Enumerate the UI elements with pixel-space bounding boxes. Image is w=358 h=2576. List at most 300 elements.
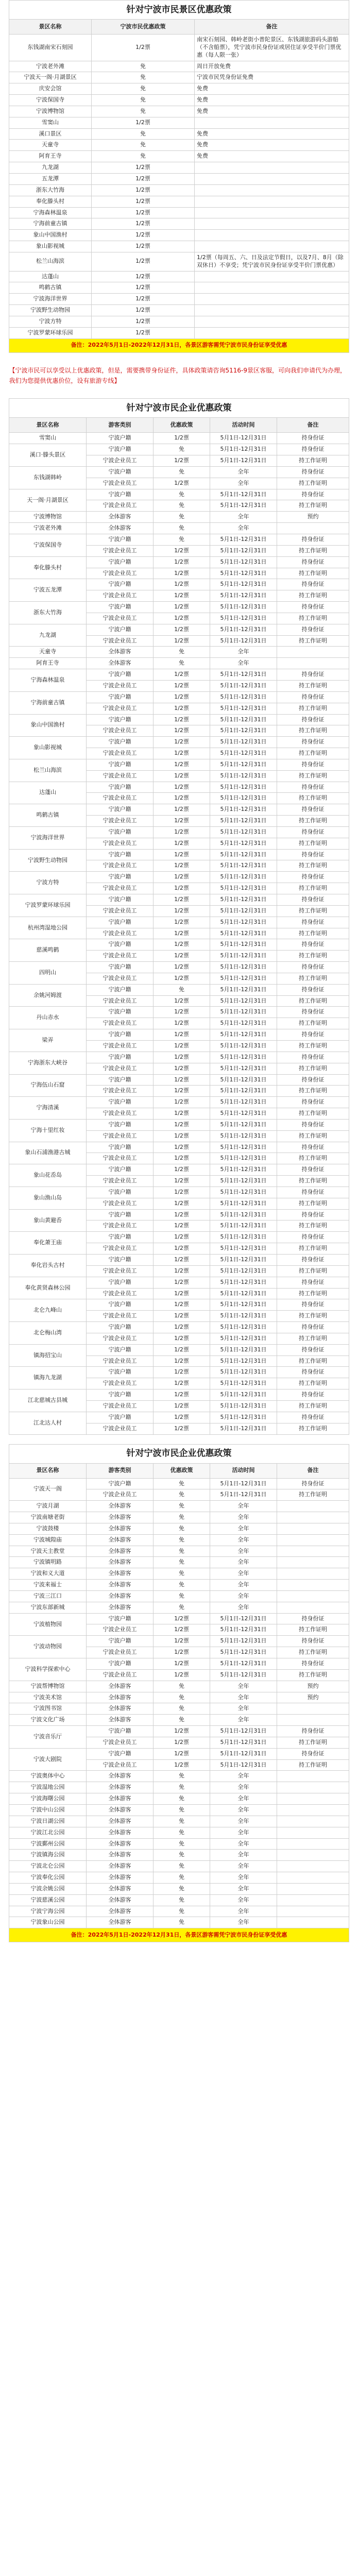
table-row	[9, 140, 349, 151]
cell-name: 宁波城隍庙	[9, 1534, 86, 1546]
cell-visitor: 宁波企业员工	[86, 1198, 153, 1209]
table-row	[9, 1827, 349, 1838]
cell-note: 持身份证	[277, 1209, 349, 1221]
cell-policy: 1/2票	[153, 613, 210, 624]
cell-policy: 1/2票	[153, 951, 210, 962]
cell-policy: 免	[153, 1692, 210, 1703]
cell-policy: 免	[153, 1771, 210, 1782]
table-row	[9, 1523, 349, 1534]
cell-policy: 1/2票	[153, 669, 210, 681]
table-row	[9, 1636, 349, 1647]
table-row	[9, 1142, 349, 1153]
cell-time: 全年	[210, 1590, 277, 1602]
cell-name: 鸣鹤古镇	[9, 804, 86, 827]
table3-header-time: 活动时间	[210, 1463, 277, 1478]
cell-name: 宁海森林温泉	[9, 207, 92, 218]
cell-policy: 1/2票	[153, 973, 210, 984]
cell-time: 全年	[210, 1557, 277, 1568]
cell-time: 5月1日-12月31日	[210, 1412, 277, 1423]
cell-note: 持工作证明	[277, 1737, 349, 1748]
cell-visitor: 宁波户籍	[86, 669, 153, 681]
cell-note	[277, 1557, 349, 1568]
cell-policy: 1/2票	[153, 1277, 210, 1288]
cell-note: 持身份证	[277, 894, 349, 906]
cell-visitor: 全体游客	[86, 1715, 153, 1726]
cell-name: 象山中国渔村	[9, 230, 92, 241]
cell-visitor: 宁波户籍	[86, 444, 153, 455]
cell-policy: 免	[153, 1917, 210, 1928]
cell-note: 持工作证明	[277, 1108, 349, 1120]
cell-policy: 免	[153, 1557, 210, 1568]
cell-note: 持工作证明	[277, 1333, 349, 1344]
cell-name: 宁波和义大道	[9, 1568, 86, 1580]
cell-visitor: 宁波户籍	[86, 1726, 153, 1737]
cell-policy: 1/2票	[153, 1367, 210, 1378]
cell-policy: 免	[92, 106, 195, 117]
cell-note: 南宋石刻园、韩岭老街小普陀景区、东钱湖旅游码头游船（不含船票），凭宁波市民身份证或居住证享受半价门票优惠（每人限一张）	[195, 35, 349, 61]
cell-visitor: 宁波户籍	[86, 1164, 153, 1176]
cell-policy: 免	[153, 1489, 210, 1501]
cell-note	[277, 1715, 349, 1726]
cell-time: 5月1日-12月31日	[210, 545, 277, 556]
cell-name: 宁波老外滩	[9, 61, 92, 72]
cell-time: 5月1日-12月31日	[210, 973, 277, 984]
cell-note	[277, 1782, 349, 1793]
cell-time: 5月1日-12月31日	[210, 433, 277, 444]
cell-name: 象山花岙岛	[9, 1164, 86, 1187]
cell-visitor: 宁波户籍	[86, 1613, 153, 1624]
cell-policy: 免	[153, 1838, 210, 1850]
cell-policy: 1/2票	[153, 1355, 210, 1367]
cell-visitor: 宁波企业员工	[86, 680, 153, 691]
cell-visitor: 宁波企业员工	[86, 703, 153, 714]
cell-time: 5月1日-12月31日	[210, 951, 277, 962]
cell-policy: 免	[92, 128, 195, 140]
cell-time: 5月1日-12月31日	[210, 928, 277, 939]
cell-visitor: 宁波户籍	[86, 1187, 153, 1198]
cell-time: 5月1日-12月31日	[210, 556, 277, 568]
cell-time: 5月1日-12月31日	[210, 1209, 277, 1221]
cell-visitor: 宁波企业员工	[86, 883, 153, 894]
cell-policy: 1/2票	[153, 1063, 210, 1074]
cell-policy: 1/2票	[153, 1737, 210, 1748]
cell-time: 5月1日-12月31日	[210, 714, 277, 725]
cell-visitor: 宁波企业员工	[86, 1647, 153, 1658]
table-row	[9, 962, 349, 973]
cell-note: 持工作证明	[277, 1669, 349, 1681]
table-enterprise-policy-2	[9, 1444, 349, 1943]
table-row	[9, 737, 349, 748]
cell-visitor: 宁波户籍	[86, 1478, 153, 1489]
cell-policy: 1/2票	[153, 872, 210, 883]
cell-time: 5月1日-12月31日	[210, 1400, 277, 1412]
table3-header-visitor: 游客类别	[86, 1463, 153, 1478]
cell-policy: 1/2票	[92, 162, 195, 174]
table3-header-name: 景区名称	[9, 1463, 86, 1478]
cell-policy: 1/2票	[153, 838, 210, 849]
cell-name: 北仑梅山湾	[9, 1322, 86, 1345]
table-row	[9, 804, 349, 816]
cell-name: 宁波保国寺	[9, 95, 92, 106]
table-row	[9, 1793, 349, 1805]
cell-note: 持身份证	[277, 669, 349, 681]
cell-time: 5月1日-12月31日	[210, 489, 277, 500]
cell-time: 5月1日-12月31日	[210, 1636, 277, 1647]
cell-time: 5月1日-12月31日	[210, 905, 277, 917]
cell-policy: 1/2票	[92, 184, 195, 196]
table2-header-note: 备注	[277, 418, 349, 433]
cell-visitor: 宁波户籍	[86, 759, 153, 770]
cell-note	[277, 1501, 349, 1512]
cell-policy: 1/2票	[153, 1311, 210, 1322]
cell-visitor: 宁波企业员工	[86, 1737, 153, 1748]
table-row	[9, 939, 349, 951]
cell-time: 5月1日-12月31日	[210, 1007, 277, 1018]
cell-name: 达蓬山	[9, 271, 92, 282]
cell-time: 5月1日-12月31日	[210, 1255, 277, 1266]
cell-time: 5月1日-12月31日	[210, 1759, 277, 1771]
cell-time: 5月1日-12月31日	[210, 590, 277, 602]
cell-policy: 免	[153, 489, 210, 500]
cell-name: 阿育王寺	[9, 658, 86, 669]
cell-visitor: 宁波户籍	[86, 804, 153, 816]
cell-visitor: 全体游客	[86, 658, 153, 669]
cell-time: 全年	[210, 1850, 277, 1861]
cell-visitor: 宁波户籍	[86, 1232, 153, 1243]
cell-time: 5月1日-12月31日	[210, 579, 277, 590]
table-row	[9, 282, 349, 294]
cell-note: 持工作证明	[277, 995, 349, 1007]
cell-time: 5月1日-12月31日	[210, 1378, 277, 1389]
cell-note: 宁波市民凭身份证免费	[195, 72, 349, 83]
cell-time: 全年	[210, 1816, 277, 1827]
cell-policy: 1/2票	[153, 714, 210, 725]
cell-visitor: 宁波企业员工	[86, 1423, 153, 1434]
cell-visitor: 宁波企业员工	[86, 1333, 153, 1344]
cell-time: 5月1日-12月31日	[210, 1018, 277, 1029]
cell-visitor: 宁波户籍	[86, 1074, 153, 1086]
table-row	[9, 512, 349, 523]
cell-time: 5月1日-12月31日	[210, 995, 277, 1007]
cell-time: 5月1日-12月31日	[210, 1142, 277, 1153]
cell-policy: 1/2票	[153, 1333, 210, 1344]
cell-time: 5月1日-12月31日	[210, 984, 277, 995]
cell-note: 持身份证	[277, 1412, 349, 1423]
cell-visitor: 宁波企业员工	[86, 1355, 153, 1367]
cell-policy: 1/2票	[153, 1389, 210, 1401]
cell-name: 镇海招宝山	[9, 1344, 86, 1367]
cell-name: 江北达人村	[9, 1412, 86, 1434]
cell-note: 持身份证	[277, 1613, 349, 1624]
cell-policy: 1/2票	[153, 1130, 210, 1142]
cell-time: 5月1日-12月31日	[210, 748, 277, 759]
table-row	[9, 894, 349, 906]
table-row	[9, 523, 349, 534]
cell-note: 持工作证明	[277, 680, 349, 691]
cell-note: 持工作证明	[277, 725, 349, 737]
cell-policy: 免	[153, 1850, 210, 1861]
cell-policy: 1/2票	[153, 1255, 210, 1266]
cell-time: 5月1日-12月31日	[210, 613, 277, 624]
cell-visitor: 宁波企业员工	[86, 1378, 153, 1389]
cell-name: 浙东大竹海	[9, 602, 86, 624]
table-row	[9, 1715, 349, 1726]
cell-note: 持工作证明	[277, 1063, 349, 1074]
cell-policy: 1/2票	[92, 35, 195, 61]
cell-visitor: 宁波户籍	[86, 1367, 153, 1378]
cell-name: 五龙潭	[9, 173, 92, 184]
cell-note: 免费	[195, 151, 349, 162]
cell-note	[277, 1771, 349, 1782]
cell-time: 5月1日-12月31日	[210, 1288, 277, 1299]
cell-note: 持工作证明	[277, 1153, 349, 1164]
cell-note: 持身份证	[277, 1322, 349, 1333]
cell-name: 松兰山海滨	[9, 759, 86, 782]
cell-policy: 免	[153, 1883, 210, 1894]
cell-note: 持身份证	[277, 1277, 349, 1288]
cell-time: 全年	[210, 1827, 277, 1838]
cell-note: 持工作证明	[277, 1355, 349, 1367]
cell-note: 持身份证	[277, 1074, 349, 1086]
cell-visitor: 宁波企业员工	[86, 590, 153, 602]
cell-note: 持身份证	[277, 737, 349, 748]
cell-time: 5月1日-12月31日	[210, 1344, 277, 1355]
table-row	[9, 1613, 349, 1624]
cell-visitor: 全体游客	[86, 1804, 153, 1816]
table-row	[9, 196, 349, 207]
cell-policy: 1/2票	[153, 1164, 210, 1176]
cell-time: 5月1日-12月31日	[210, 1063, 277, 1074]
cell-time: 5月1日-12月31日	[210, 1478, 277, 1489]
cell-time: 全年	[210, 523, 277, 534]
cell-policy: 免	[153, 1804, 210, 1816]
cell-policy: 1/2票	[153, 1265, 210, 1277]
cell-visitor: 宁波户籍	[86, 489, 153, 500]
cell-visitor: 宁波户籍	[86, 1658, 153, 1670]
table-row	[9, 1883, 349, 1894]
table-row	[9, 602, 349, 613]
cell-policy: 免	[153, 658, 210, 669]
cell-policy: 1/2票	[153, 804, 210, 816]
cell-visitor: 全体游客	[86, 1816, 153, 1827]
cell-policy: 免	[153, 466, 210, 478]
cell-time: 5月1日-12月31日	[210, 1489, 277, 1501]
cell-time: 5月1日-12月31日	[210, 1624, 277, 1636]
cell-visitor: 宁波企业员工	[86, 748, 153, 759]
cell-note: 持身份证	[277, 1187, 349, 1198]
cell-note: 预约	[277, 512, 349, 523]
cell-time: 5月1日-12月31日	[210, 770, 277, 782]
cell-visitor: 宁波企业员工	[86, 1759, 153, 1771]
table-row	[9, 316, 349, 327]
cell-visitor: 宁波企业员工	[86, 973, 153, 984]
cell-visitor: 全体游客	[86, 1771, 153, 1782]
cell-policy: 免	[153, 984, 210, 995]
cell-name: 宁波音乐厅	[9, 1726, 86, 1749]
cell-name: 象山影视城	[9, 241, 92, 252]
cell-name: 宁波野生动物园	[9, 305, 92, 316]
cell-note	[277, 658, 349, 669]
table-row	[9, 207, 349, 218]
cell-policy: 1/2票	[153, 770, 210, 782]
cell-note	[195, 282, 349, 294]
cell-name: 宁波海曙公园	[9, 1793, 86, 1805]
table-row	[9, 162, 349, 174]
cell-policy: 免	[153, 1782, 210, 1793]
table-row	[9, 433, 349, 444]
cell-policy: 1/2票	[153, 1187, 210, 1198]
cell-visitor: 宁波企业员工	[86, 838, 153, 849]
cell-name: 象山中国渔村	[9, 714, 86, 737]
cell-name: 宁波余姚公园	[9, 1883, 86, 1894]
table-row	[9, 1052, 349, 1063]
cell-time: 5月1日-12月31日	[210, 1355, 277, 1367]
table-row	[9, 327, 349, 338]
cell-time: 全年	[210, 1602, 277, 1613]
cell-policy: 1/2票	[153, 1759, 210, 1771]
cell-policy: 免	[153, 1827, 210, 1838]
table-row	[9, 1906, 349, 1917]
cell-visitor: 全体游客	[86, 1850, 153, 1861]
table2-header-visitor: 游客类别	[86, 418, 153, 433]
cell-name: 宁海浙东大峡谷	[9, 1052, 86, 1074]
cell-policy: 1/2票	[153, 579, 210, 590]
cell-name: 东钱湖韩岭	[9, 466, 86, 489]
cell-note: 持身份证	[277, 1007, 349, 1018]
table-row	[9, 872, 349, 883]
cell-time: 全年	[210, 658, 277, 669]
cell-time: 5月1日-12月31日	[210, 1277, 277, 1288]
table-row	[9, 1344, 349, 1355]
cell-policy: 免	[153, 1602, 210, 1613]
cell-note: 持工作证明	[277, 1243, 349, 1255]
cell-note: 持身份证	[277, 1255, 349, 1266]
cell-note: 持工作证明	[277, 838, 349, 849]
cell-policy: 1/2票	[92, 196, 195, 207]
cell-time: 5月1日-12月31日	[210, 917, 277, 928]
cell-note	[195, 218, 349, 230]
cell-note	[277, 1894, 349, 1906]
cell-time: 5月1日-12月31日	[210, 680, 277, 691]
cell-name: 镇海九龙湖	[9, 1367, 86, 1389]
cell-time: 5月1日-12月31日	[210, 635, 277, 647]
cell-note	[277, 1906, 349, 1917]
cell-visitor: 全体游客	[86, 1590, 153, 1602]
cell-policy: 1/2票	[153, 545, 210, 556]
cell-policy: 1/2票	[153, 433, 210, 444]
cell-policy: 1/2票	[92, 305, 195, 316]
table-row	[9, 1658, 349, 1670]
cell-policy: 免	[153, 1894, 210, 1906]
cell-policy: 1/2票	[153, 849, 210, 860]
cell-time: 5月1日-12月31日	[210, 1333, 277, 1344]
cell-visitor: 宁波企业员工	[86, 1221, 153, 1232]
cell-visitor: 全体游客	[86, 1782, 153, 1793]
cell-note	[277, 1590, 349, 1602]
table-row	[9, 1074, 349, 1086]
cell-policy: 1/2票	[153, 1322, 210, 1333]
table-row	[9, 1097, 349, 1108]
cell-note: 持身份证	[277, 1299, 349, 1311]
cell-note	[277, 523, 349, 534]
cell-note: 持工作证明	[277, 1086, 349, 1097]
cell-visitor: 全体游客	[86, 1703, 153, 1715]
cell-note: 持身份证	[277, 1119, 349, 1130]
cell-time: 全年	[210, 1838, 277, 1850]
cell-time: 全年	[210, 1546, 277, 1557]
cell-note: 持身份证	[277, 1052, 349, 1063]
cell-policy: 1/2票	[153, 793, 210, 804]
cell-policy: 1/2票	[153, 1624, 210, 1636]
cell-name: 象山黄避岙	[9, 1209, 86, 1232]
cell-time: 5月1日-12月31日	[210, 872, 277, 883]
table-row	[9, 1816, 349, 1827]
cell-name: 梁弄	[9, 1029, 86, 1052]
cell-policy: 1/2票	[153, 1209, 210, 1221]
cell-note	[195, 173, 349, 184]
table-row	[9, 759, 349, 770]
cell-time: 全年	[210, 512, 277, 523]
cell-visitor: 宁波户籍	[86, 579, 153, 590]
cell-visitor: 宁波企业员工	[86, 816, 153, 827]
cell-visitor: 宁波企业员工	[86, 928, 153, 939]
cell-note: 持身份证	[277, 826, 349, 838]
cell-time: 5月1日-12月31日	[210, 1647, 277, 1658]
cell-time: 5月1日-12月31日	[210, 759, 277, 770]
cell-name: 宁波镇明路	[9, 1557, 86, 1568]
cell-note: 持工作证明	[277, 1311, 349, 1322]
cell-policy: 1/2票	[153, 1052, 210, 1063]
table-row	[9, 1412, 349, 1423]
cell-policy: 1/2票	[153, 556, 210, 568]
cell-visitor: 宁波户籍	[86, 1322, 153, 1333]
cell-name: 天童寺	[9, 140, 92, 151]
cell-visitor: 全体游客	[86, 1501, 153, 1512]
table-row	[9, 95, 349, 106]
cell-time: 5月1日-12月31日	[210, 691, 277, 703]
cell-name: 宁波海洋世界	[9, 826, 86, 849]
cell-note: 免费	[195, 95, 349, 106]
cell-visitor: 宁波企业员工	[86, 1624, 153, 1636]
cell-note	[277, 647, 349, 658]
cell-visitor: 全体游客	[86, 1692, 153, 1703]
cell-time: 5月1日-12月31日	[210, 849, 277, 860]
cell-note: 免费	[195, 140, 349, 151]
table1-header-note: 备注	[195, 20, 349, 35]
table3-header-policy: 优惠政策	[153, 1463, 210, 1478]
cell-policy: 免	[153, 512, 210, 523]
cell-policy: 1/2票	[153, 826, 210, 838]
table-row	[9, 1838, 349, 1850]
cell-visitor: 宁波企业员工	[86, 1063, 153, 1074]
cell-note: 持身份证	[277, 1389, 349, 1401]
cell-policy: 1/2票	[153, 995, 210, 1007]
cell-policy: 1/2票	[92, 207, 195, 218]
cell-note	[277, 1793, 349, 1805]
cell-visitor: 全体游客	[86, 1512, 153, 1523]
cell-note: 持工作证明	[277, 1040, 349, 1052]
cell-visitor: 全体游客	[86, 512, 153, 523]
cell-note: 持身份证	[277, 1344, 349, 1355]
cell-note: 持工作证明	[277, 1624, 349, 1636]
table-row	[9, 1726, 349, 1737]
cell-visitor: 宁波户籍	[86, 433, 153, 444]
cell-name: 鸣鹤古镇	[9, 282, 92, 294]
table-row	[9, 579, 349, 590]
cell-policy: 1/2票	[92, 173, 195, 184]
cell-policy: 免	[153, 1534, 210, 1546]
cell-policy: 免	[153, 1546, 210, 1557]
